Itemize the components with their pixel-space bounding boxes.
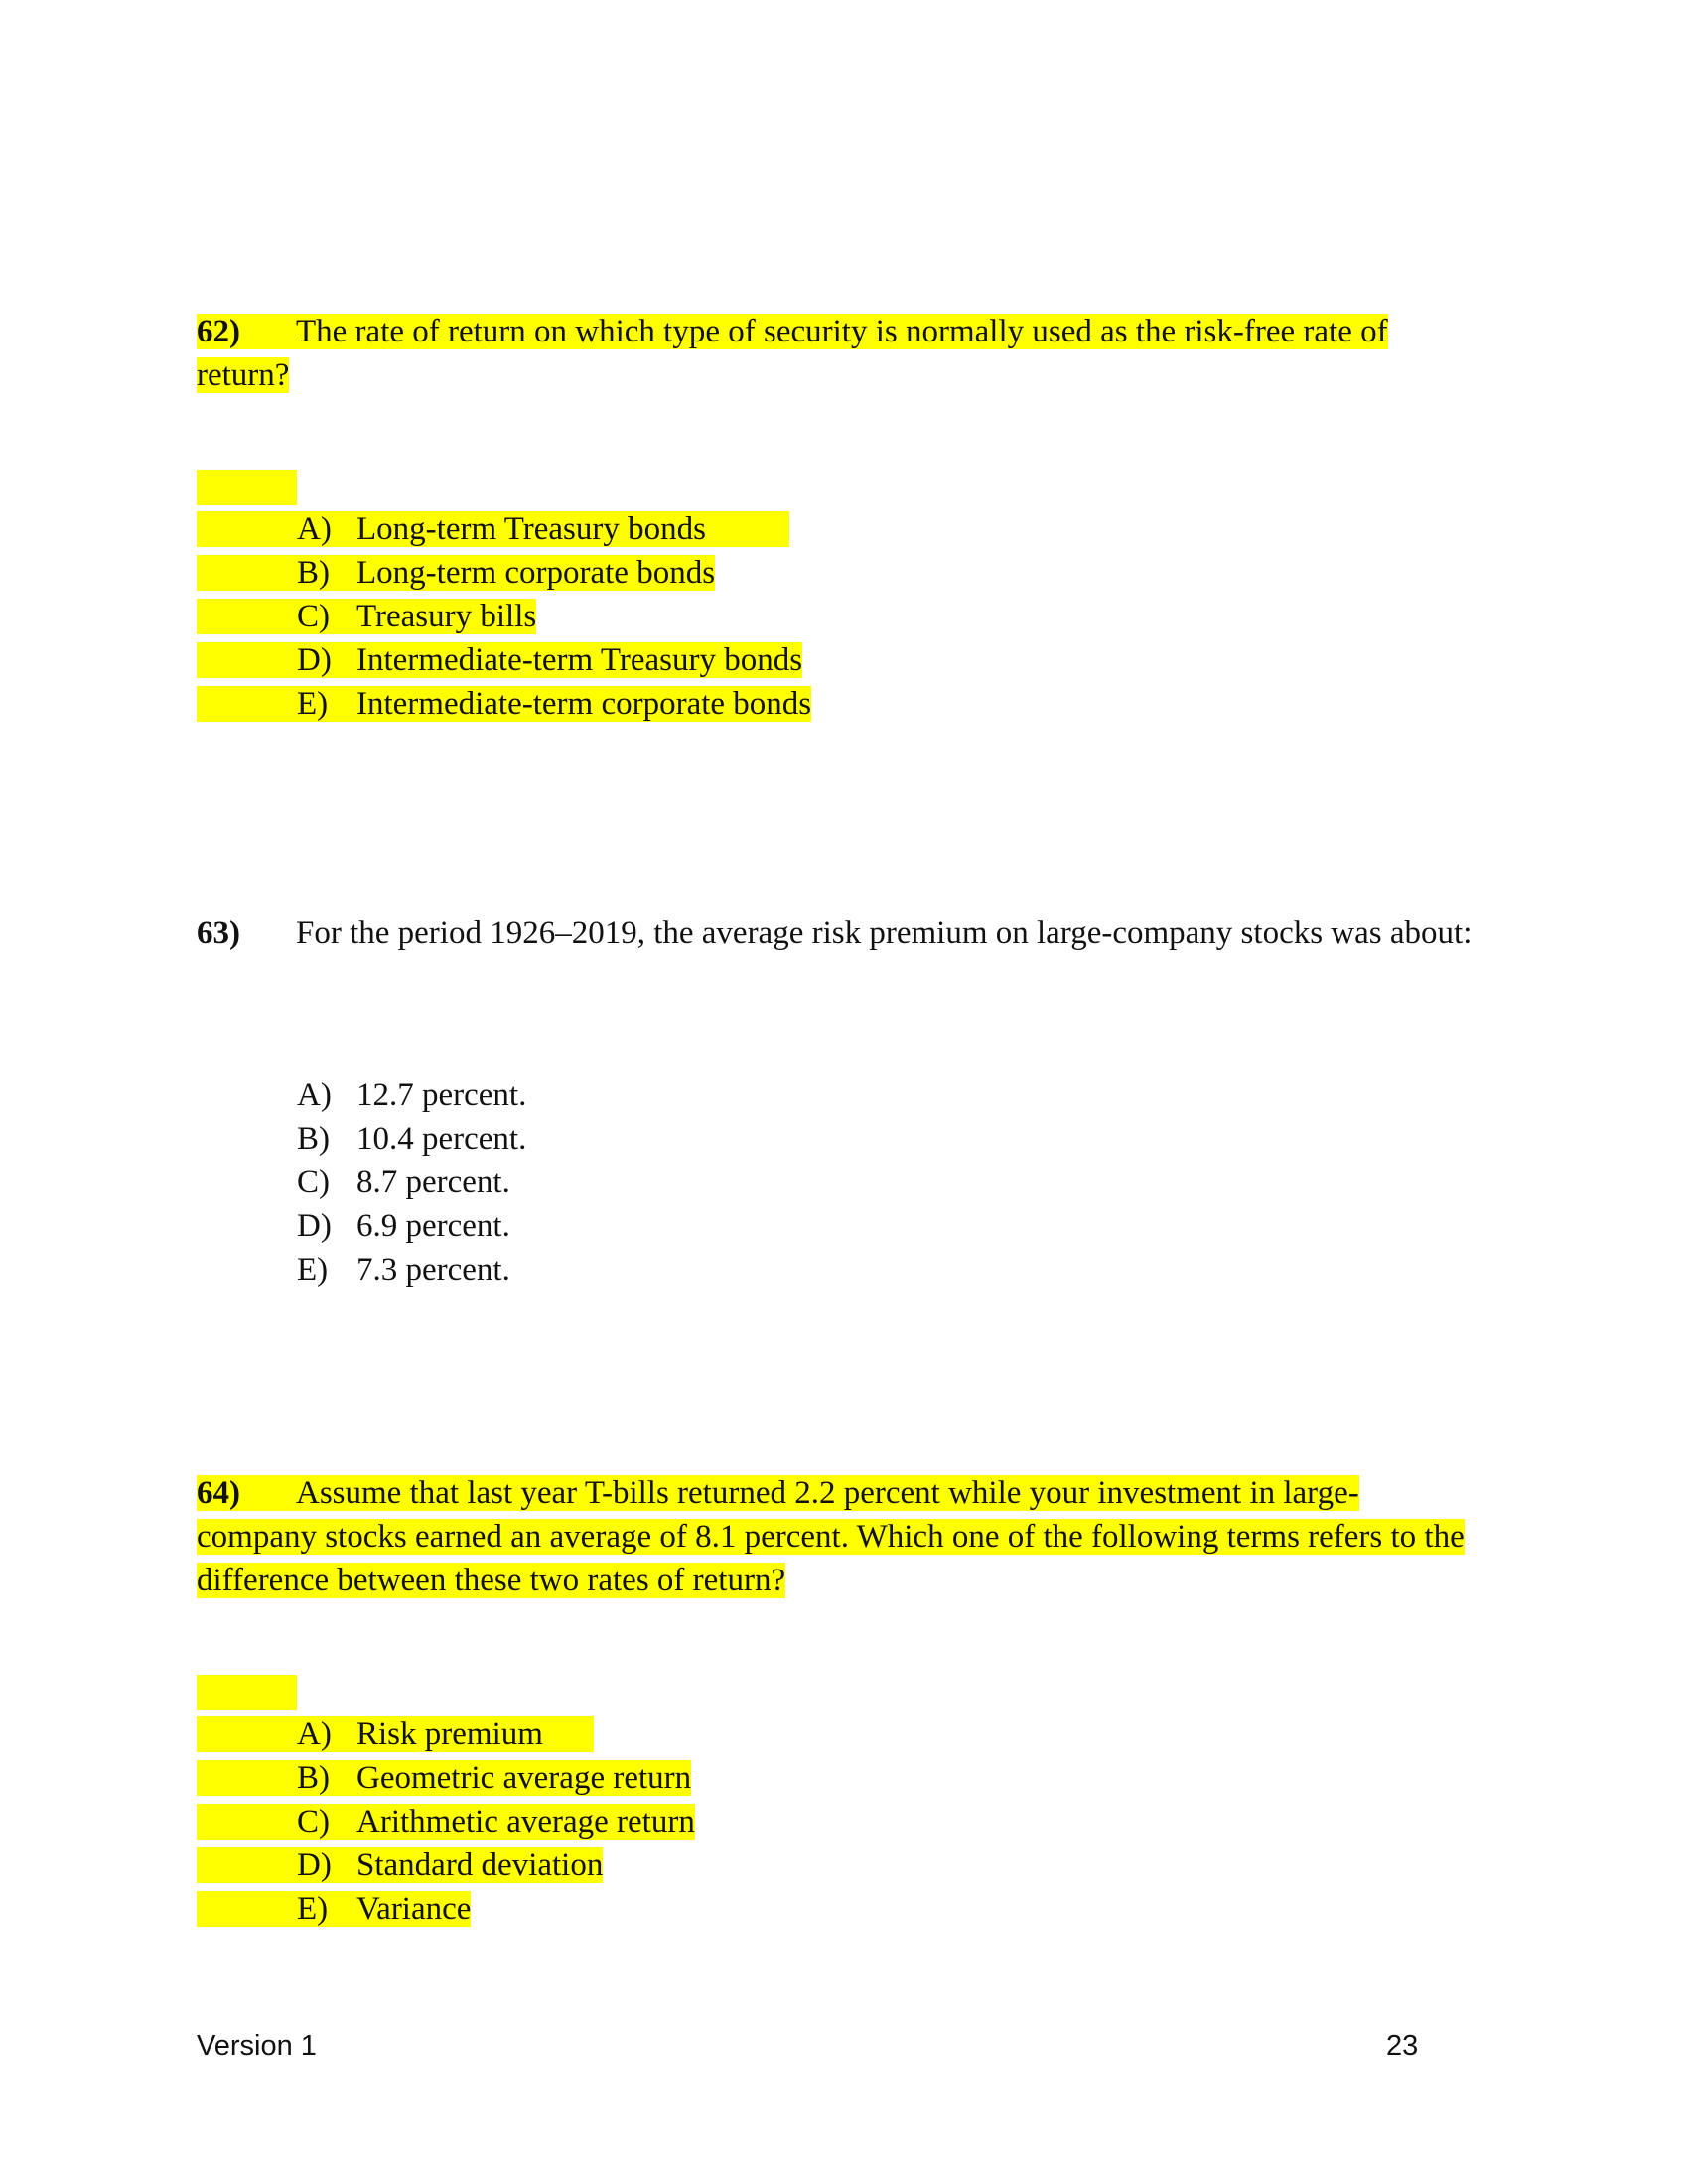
option-63-d: D) 6.9 percent. bbox=[297, 1208, 510, 1244]
footer-page-number: 23 bbox=[1386, 2030, 1419, 2062]
question-64-line2: company stocks earned an average of 8.1 percent. Which one of the following terms refers to the bbox=[197, 1519, 1465, 1555]
option-62-a: A) Long-term Treasury bonds bbox=[197, 511, 789, 547]
question-63-number: 63) bbox=[197, 915, 240, 951]
option-63-c: C) 8.7 percent. bbox=[297, 1164, 510, 1200]
option-63-b: B) 10.4 percent. bbox=[297, 1121, 527, 1157]
option-62-c: C) Treasury bills bbox=[197, 599, 536, 634]
question-64-line1: 64) Assume that last year T-bills returned 2.2 percent while your investment in large- bbox=[197, 1475, 1359, 1511]
option-63-e: E) 7.3 percent. bbox=[297, 1252, 510, 1288]
question-62-line2: return? bbox=[197, 357, 290, 393]
question-64 bbox=[197, 1471, 1465, 1602]
question-62-line1: 62) The rate of return on which type of security is normally used as the risk-free rate of bbox=[197, 314, 1388, 349]
highlight-spacer bbox=[197, 470, 297, 505]
option-64-d: D) Standard deviation bbox=[197, 1847, 603, 1883]
question-62 bbox=[197, 310, 1388, 397]
highlight-spacer bbox=[197, 1675, 297, 1710]
option-63-a: A) 12.7 percent. bbox=[297, 1077, 527, 1113]
option-62-b: B) Long-term corporate bonds bbox=[197, 555, 715, 591]
question-63-line1: 63) For the period 1926–2019, the average risk premium on large-company stocks was about: bbox=[197, 915, 1472, 951]
question-63 bbox=[197, 911, 1472, 955]
question-64-line3: difference between these two rates of return? bbox=[197, 1563, 786, 1598]
question-64-number: 64) bbox=[197, 1475, 240, 1511]
option-64-e: E) Variance bbox=[197, 1891, 471, 1927]
option-64-c: C) Arithmetic average return bbox=[197, 1804, 695, 1840]
option-64-a: A) Risk premium bbox=[197, 1716, 594, 1752]
footer-version: Version 1 bbox=[197, 2030, 317, 2062]
question-62-number: 62) bbox=[197, 314, 240, 349]
option-62-e: E) Intermediate-term corporate bonds bbox=[197, 686, 811, 722]
option-62-d: D) Intermediate-term Treasury bonds bbox=[197, 642, 802, 678]
option-64-b: B) Geometric average return bbox=[197, 1760, 691, 1796]
